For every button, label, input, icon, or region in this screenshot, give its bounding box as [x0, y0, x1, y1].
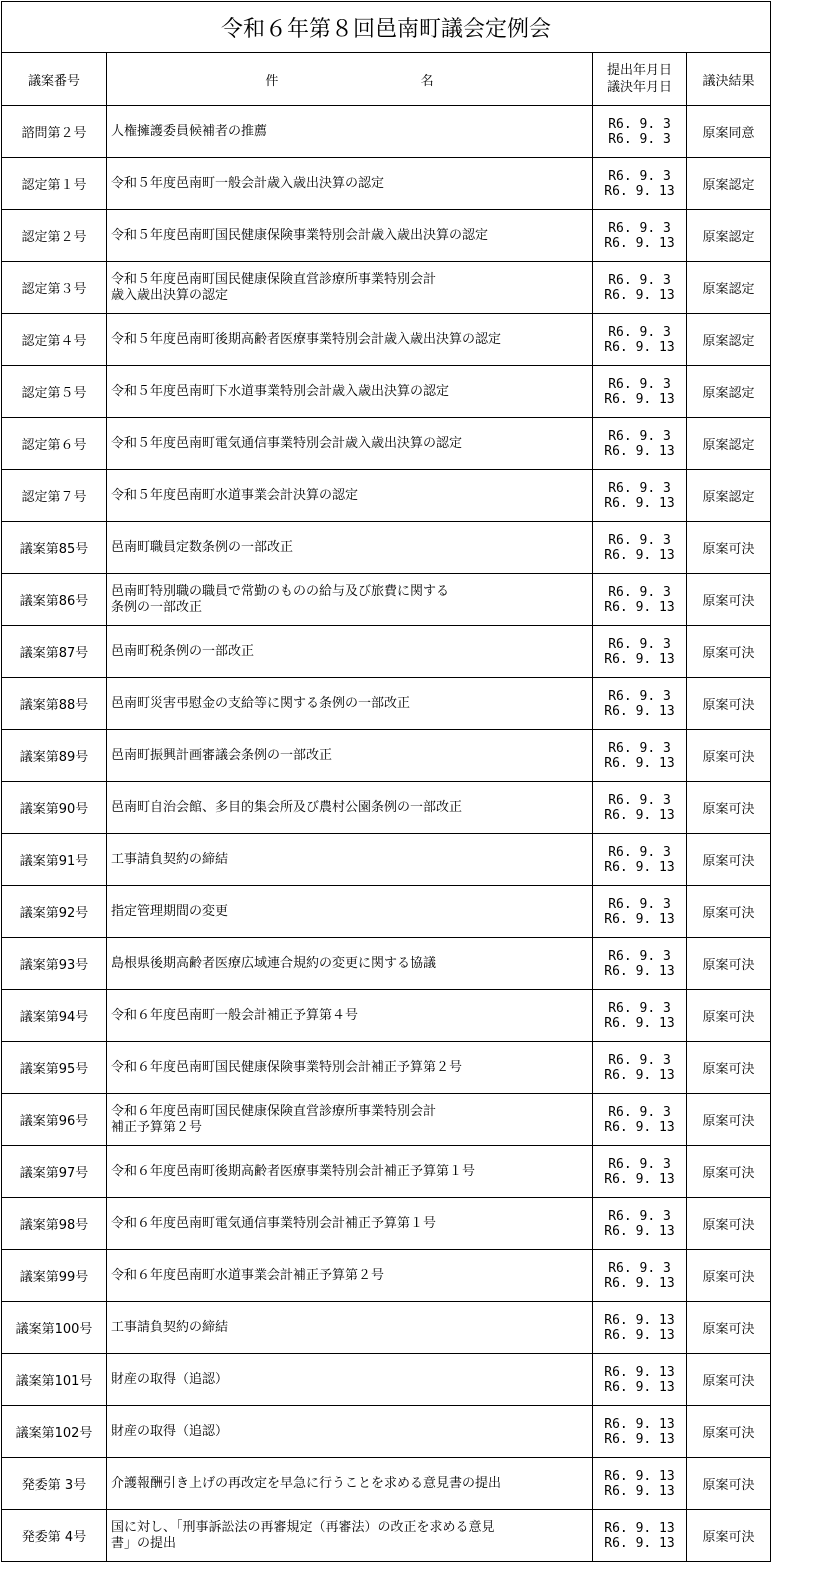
table-row — [2, 1198, 771, 1250]
table-row — [2, 158, 771, 210]
row-result: 原案可決 — [687, 1094, 771, 1146]
row-number: 議案第90号 — [2, 782, 107, 834]
row-title: 邑南町自治会館、多目的集会所及び農村公園条例の一部改正 — [107, 782, 593, 834]
row-result: 原案認定 — [687, 470, 771, 522]
row-dates — [593, 1510, 687, 1562]
row-submitted-date: R6. 9. 3 — [608, 324, 671, 340]
row-decided-date: R6. 9. 13 — [604, 1535, 675, 1551]
row-dates — [593, 1250, 687, 1302]
table-row — [2, 886, 771, 938]
row-decided-date: R6. 9. 13 — [604, 1223, 675, 1239]
row-title: 国に対し、「刑事訴訟法の再審規定（再審法）の改正を求める意見 書」の提出 — [107, 1510, 593, 1562]
row-title: 令和５年度邑南町後期高齢者医療事業特別会計歳入歳出決算の認定 — [107, 314, 593, 366]
row-result: 原案可決 — [687, 1042, 771, 1094]
row-result: 原案認定 — [687, 314, 771, 366]
row-result: 原案可決 — [687, 522, 771, 574]
row-dates — [593, 782, 687, 834]
header-decided: 議決年月日 — [606, 80, 672, 95]
row-dates — [593, 418, 687, 470]
row-submitted-date: R6. 9. 13 — [604, 1468, 675, 1484]
row-number: 議案第94号 — [2, 990, 107, 1042]
row-dates — [593, 314, 687, 366]
row-dates — [593, 886, 687, 938]
row-submitted-date: R6. 9. 3 — [608, 1000, 671, 1016]
row-number: 議案第102号 — [2, 1406, 107, 1458]
row-submitted-date: R6. 9. 3 — [608, 740, 671, 756]
row-title: 令和５年度邑南町一般会計歳入歳出決算の認定 — [107, 158, 593, 210]
row-title: 令和５年度邑南町水道事業会計決算の認定 — [107, 470, 593, 522]
row-submitted-date: R6. 9. 3 — [608, 1208, 671, 1224]
row-title: 指定管理期間の変更 — [107, 886, 593, 938]
page-title: 令和６年第８回邑南町議会定例会 — [2, 2, 771, 53]
row-dates — [593, 938, 687, 990]
row-number: 議案第91号 — [2, 834, 107, 886]
row-number: 認定第４号 — [2, 314, 107, 366]
row-decided-date: R6. 9. 13 — [604, 1431, 675, 1447]
row-submitted-date: R6. 9. 13 — [604, 1364, 675, 1380]
header-submitted: 提出年月日 — [606, 63, 672, 78]
row-dates — [593, 106, 687, 158]
row-number: 議案第96号 — [2, 1094, 107, 1146]
header-row — [2, 53, 771, 106]
row-decided-date: R6. 9. 13 — [604, 1067, 675, 1083]
header-result: 議決結果 — [687, 53, 771, 106]
row-dates — [593, 366, 687, 418]
row-dates — [593, 1406, 687, 1458]
row-result: 原案可決 — [687, 1146, 771, 1198]
row-dates — [593, 1302, 687, 1354]
row-number: 認定第１号 — [2, 158, 107, 210]
row-submitted-date: R6. 9. 13 — [604, 1520, 675, 1536]
row-result: 原案認定 — [687, 158, 771, 210]
row-number: 議案第88号 — [2, 678, 107, 730]
row-decided-date: R6. 9. 13 — [604, 495, 675, 511]
row-submitted-date: R6. 9. 3 — [608, 792, 671, 808]
table-row — [2, 678, 771, 730]
row-submitted-date: R6. 9. 3 — [608, 896, 671, 912]
row-number: 認定第２号 — [2, 210, 107, 262]
table-row — [2, 990, 771, 1042]
row-number: 議案第95号 — [2, 1042, 107, 1094]
row-number: 認定第６号 — [2, 418, 107, 470]
row-submitted-date: R6. 9. 3 — [608, 272, 671, 288]
row-number: 認定第７号 — [2, 470, 107, 522]
row-title: 介護報酬引き上げの再改定を早急に行うことを求める意見書の提出 — [107, 1458, 593, 1510]
row-result: 原案可決 — [687, 574, 771, 626]
header-name-char-1: 件 — [265, 73, 279, 89]
row-title: 令和５年度邑南町電気通信事業特別会計歳入歳出決算の認定 — [107, 418, 593, 470]
row-dates — [593, 470, 687, 522]
header-name-char-2: 名 — [420, 73, 434, 89]
row-dates — [593, 1198, 687, 1250]
row-title: 令和６年度邑南町水道事業会計補正予算第２号 — [107, 1250, 593, 1302]
table-row — [2, 574, 771, 626]
row-dates — [593, 262, 687, 314]
row-submitted-date: R6. 9. 3 — [608, 584, 671, 600]
row-number: 議案第93号 — [2, 938, 107, 990]
table-row — [2, 106, 771, 158]
row-decided-date: R6. 9. 13 — [604, 339, 675, 355]
row-submitted-date: R6. 9. 13 — [604, 1416, 675, 1432]
row-title: 邑南町特別職の職員で常勤のものの給与及び旅費に関する 条例の一部改正 — [107, 574, 593, 626]
table-row — [2, 366, 771, 418]
row-submitted-date: R6. 9. 3 — [608, 1260, 671, 1276]
row-submitted-date: R6. 9. 3 — [608, 1052, 671, 1068]
table-row — [2, 1458, 771, 1510]
resolution-table — [1, 1, 771, 1562]
row-dates — [593, 1458, 687, 1510]
table-row — [2, 210, 771, 262]
row-dates — [593, 990, 687, 1042]
row-number: 認定第５号 — [2, 366, 107, 418]
header-name — [107, 53, 593, 106]
row-decided-date: R6. 9. 13 — [604, 1275, 675, 1291]
row-title: 邑南町職員定数条例の一部改正 — [107, 522, 593, 574]
row-result: 原案認定 — [687, 262, 771, 314]
row-submitted-date: R6. 9. 3 — [608, 376, 671, 392]
row-decided-date: R6. 9. 13 — [604, 1015, 675, 1031]
row-title: 令和６年度邑南町一般会計補正予算第４号 — [107, 990, 593, 1042]
row-result: 原案可決 — [687, 938, 771, 990]
row-title: 島根県後期高齢者医療広域連合規約の変更に関する協議 — [107, 938, 593, 990]
header-number: 議案番号 — [2, 53, 107, 106]
row-title: 令和６年度邑南町後期高齢者医療事業特別会計補正予算第１号 — [107, 1146, 593, 1198]
row-submitted-date: R6. 9. 3 — [608, 844, 671, 860]
row-title: 人権擁護委員候補者の推薦 — [107, 106, 593, 158]
row-decided-date: R6. 9. 13 — [604, 547, 675, 563]
row-title: 令和６年度邑南町国民健康保険直営診療所事業特別会計 補正予算第２号 — [107, 1094, 593, 1146]
table-row — [2, 262, 771, 314]
row-result: 原案可決 — [687, 1250, 771, 1302]
row-result: 原案認定 — [687, 418, 771, 470]
row-dates — [593, 1146, 687, 1198]
row-decided-date: R6. 9. 13 — [604, 1379, 675, 1395]
table-row — [2, 522, 771, 574]
title-row — [2, 2, 771, 53]
row-decided-date: R6. 9. 13 — [604, 651, 675, 667]
row-submitted-date: R6. 9. 3 — [608, 480, 671, 496]
row-result: 原案可決 — [687, 1198, 771, 1250]
row-title: 邑南町災害弔慰金の支給等に関する条例の一部改正 — [107, 678, 593, 730]
row-decided-date: R6. 9. 13 — [604, 1483, 675, 1499]
row-result: 原案同意 — [687, 106, 771, 158]
row-decided-date: R6. 9. 3 — [608, 131, 671, 147]
table-row — [2, 1510, 771, 1562]
row-number: 議案第86号 — [2, 574, 107, 626]
row-result: 原案可決 — [687, 678, 771, 730]
row-number: 議案第92号 — [2, 886, 107, 938]
row-number: 議案第98号 — [2, 1198, 107, 1250]
row-title: 邑南町税条例の一部改正 — [107, 626, 593, 678]
row-result: 原案認定 — [687, 210, 771, 262]
table-row — [2, 834, 771, 886]
row-submitted-date: R6. 9. 3 — [608, 1104, 671, 1120]
row-number: 認定第３号 — [2, 262, 107, 314]
row-title: 令和５年度邑南町下水道事業特別会計歳入歳出決算の認定 — [107, 366, 593, 418]
row-title: 令和５年度邑南町国民健康保険直営診療所事業特別会計 歳入歳出決算の認定 — [107, 262, 593, 314]
header-dates — [593, 53, 687, 106]
table-row — [2, 418, 771, 470]
row-submitted-date: R6. 9. 3 — [608, 688, 671, 704]
row-decided-date: R6. 9. 13 — [604, 183, 675, 199]
row-title: 令和５年度邑南町国民健康保険事業特別会計歳入歳出決算の認定 — [107, 210, 593, 262]
row-result: 原案可決 — [687, 1406, 771, 1458]
row-submitted-date: R6. 9. 3 — [608, 532, 671, 548]
row-submitted-date: R6. 9. 3 — [608, 1156, 671, 1172]
row-decided-date: R6. 9. 13 — [604, 391, 675, 407]
table-row — [2, 938, 771, 990]
row-dates — [593, 1354, 687, 1406]
row-dates — [593, 834, 687, 886]
row-submitted-date: R6. 9. 3 — [608, 116, 671, 132]
row-submitted-date: R6. 9. 3 — [608, 948, 671, 964]
row-title: 工事請負契約の締結 — [107, 1302, 593, 1354]
table-row — [2, 1094, 771, 1146]
row-result: 原案可決 — [687, 1302, 771, 1354]
row-submitted-date: R6. 9. 13 — [604, 1312, 675, 1328]
row-result: 原案可決 — [687, 626, 771, 678]
row-decided-date: R6. 9. 13 — [604, 599, 675, 615]
row-submitted-date: R6. 9. 3 — [608, 168, 671, 184]
row-title: 令和６年度邑南町電気通信事業特別会計補正予算第１号 — [107, 1198, 593, 1250]
row-title: 令和６年度邑南町国民健康保険事業特別会計補正予算第２号 — [107, 1042, 593, 1094]
row-decided-date: R6. 9. 13 — [604, 911, 675, 927]
table-row — [2, 314, 771, 366]
row-decided-date: R6. 9. 13 — [604, 287, 675, 303]
row-number: 議案第97号 — [2, 1146, 107, 1198]
row-result: 原案可決 — [687, 730, 771, 782]
row-dates — [593, 1094, 687, 1146]
row-number: 議案第99号 — [2, 1250, 107, 1302]
row-decided-date: R6. 9. 13 — [604, 755, 675, 771]
row-decided-date: R6. 9. 13 — [604, 963, 675, 979]
row-result: 原案可決 — [687, 782, 771, 834]
row-result: 原案可決 — [687, 990, 771, 1042]
row-submitted-date: R6. 9. 3 — [608, 428, 671, 444]
row-result: 原案認定 — [687, 366, 771, 418]
row-dates — [593, 158, 687, 210]
row-dates — [593, 210, 687, 262]
row-decided-date: R6. 9. 13 — [604, 859, 675, 875]
row-decided-date: R6. 9. 13 — [604, 1119, 675, 1135]
table-row — [2, 1354, 771, 1406]
row-decided-date: R6. 9. 13 — [604, 703, 675, 719]
table-row — [2, 626, 771, 678]
row-number: 議案第101号 — [2, 1354, 107, 1406]
row-decided-date: R6. 9. 13 — [604, 1171, 675, 1187]
row-dates — [593, 730, 687, 782]
table-row — [2, 782, 771, 834]
table-row — [2, 1042, 771, 1094]
row-submitted-date: R6. 9. 3 — [608, 636, 671, 652]
row-result: 原案可決 — [687, 1510, 771, 1562]
row-decided-date: R6. 9. 13 — [604, 807, 675, 823]
row-decided-date: R6. 9. 13 — [604, 443, 675, 459]
row-dates — [593, 1042, 687, 1094]
row-result: 原案可決 — [687, 1354, 771, 1406]
row-submitted-date: R6. 9. 3 — [608, 220, 671, 236]
row-number: 議案第85号 — [2, 522, 107, 574]
row-number: 議案第89号 — [2, 730, 107, 782]
table-row — [2, 1406, 771, 1458]
row-dates — [593, 522, 687, 574]
table-row — [2, 730, 771, 782]
row-result: 原案可決 — [687, 1458, 771, 1510]
row-title: 財産の取得（追認） — [107, 1406, 593, 1458]
row-result: 原案可決 — [687, 886, 771, 938]
row-number: 議案第100号 — [2, 1302, 107, 1354]
row-number: 議案第87号 — [2, 626, 107, 678]
row-result: 原案可決 — [687, 834, 771, 886]
row-number: 諮問第２号 — [2, 106, 107, 158]
row-decided-date: R6. 9. 13 — [604, 235, 675, 251]
row-number: 発委第 4号 — [2, 1510, 107, 1562]
table-row — [2, 1250, 771, 1302]
row-dates — [593, 678, 687, 730]
table-row — [2, 1302, 771, 1354]
row-title: 邑南町振興計画審議会条例の一部改正 — [107, 730, 593, 782]
table-row — [2, 470, 771, 522]
row-dates — [593, 626, 687, 678]
row-number: 発委第 3号 — [2, 1458, 107, 1510]
row-decided-date: R6. 9. 13 — [604, 1327, 675, 1343]
table-row — [2, 1146, 771, 1198]
row-title: 財産の取得（追認） — [107, 1354, 593, 1406]
row-title: 工事請負契約の締結 — [107, 834, 593, 886]
row-dates — [593, 574, 687, 626]
